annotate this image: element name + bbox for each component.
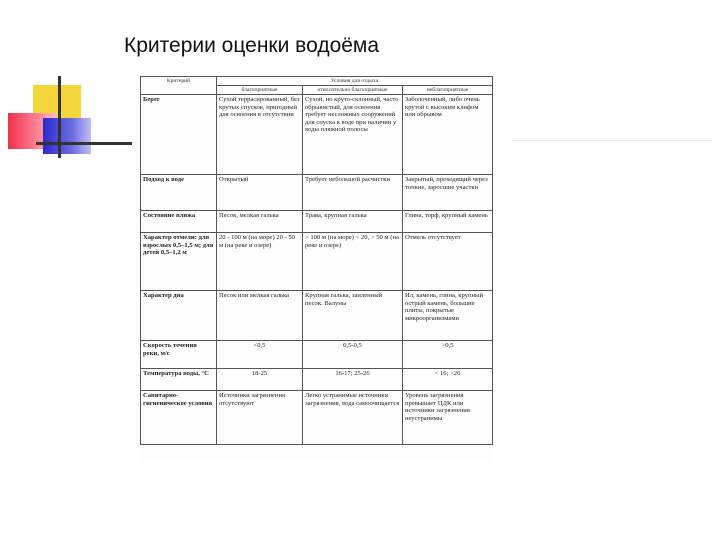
cell-favorable: Песок, мелкая галька (217, 211, 303, 233)
decor-horizontal-line (36, 142, 132, 145)
cell-criterion: Характер отмели: для взрослых 0,5–1,5 м; для детей 0,5–1,2 м (141, 233, 217, 291)
header-group: Условия для отдыха (217, 77, 493, 86)
cell-unfavorable: Закрытый, проходящий через топкие, заросшие участки (403, 175, 493, 211)
cell-favorable: Сухой террасированный, без крутых спусков, пригодный для освоения в отсутствии (217, 95, 303, 175)
criteria-table (140, 76, 493, 445)
header-criterion: Критерий (141, 77, 217, 95)
cell-unfavorable: Заболоченный, либо очень крутой с высоким клифом или обрывом (403, 95, 493, 175)
cell-favorable: 20 - 100 м (на море) 20 - 50 м (на реке и озере) (217, 233, 303, 291)
cell-favorable: Источники загрязнения отсутствуют (217, 391, 303, 445)
cell-unfavorable: >0,5 (403, 341, 493, 369)
table-row (141, 95, 493, 175)
cell-unfavorable: < 16; >26 (403, 369, 493, 391)
header-partly: относительно благоприятные (303, 86, 403, 95)
cell-favorable: Открытый (217, 175, 303, 211)
cell-criterion: Берег (141, 95, 217, 175)
cell-partly: Сухой, но круто-склонный, часто обрывистый, для освоения требует несложных сооружений для спуска к воде при наличии у воды пляжной полосы (303, 95, 403, 175)
cell-criterion: Состояние пляжа (141, 211, 217, 233)
cell-partly: Требует небольшой расчистки (303, 175, 403, 211)
cell-unfavorable: Отмель отсутствует (403, 233, 493, 291)
table-row (141, 369, 493, 391)
table-row (141, 175, 493, 211)
decor-faint-line (512, 140, 712, 141)
cell-criterion: Санитарно-гигиеническое условия (141, 391, 217, 445)
decor-blue-square (43, 118, 91, 154)
cell-partly: > 100 м (на море) < 20, > 50 м (на реке и озере) (303, 233, 403, 291)
cell-partly: Крупная галька, заиленный песок. Валуны (303, 291, 403, 341)
cell-unfavorable: Уровень загрязнения превышает ПДК или источники загрязнения неустранимы (403, 391, 493, 445)
cell-favorable: <0,5 (217, 341, 303, 369)
criteria-table-image (140, 76, 492, 462)
cell-criterion: Температура воды, °С (141, 369, 217, 391)
decor-vertical-line (58, 76, 61, 158)
cell-criterion: Скорость течения реки, м/с (141, 341, 217, 369)
cell-partly: 0,5-0,5 (303, 341, 403, 369)
slide-title: Критерии оценки водоёма (124, 34, 380, 57)
cell-favorable: Песок или мелкая галька (217, 291, 303, 341)
cell-favorable: 18-25 (217, 369, 303, 391)
cell-partly: Легко устранимые источники загрязнения, вода самоочищается (303, 391, 403, 445)
cell-unfavorable: Ил, камень, глина, крупный острый камень, большие плиты, покрытые микроорганизмами (403, 291, 493, 341)
header-unfavorable: неблагоприятные (403, 86, 493, 95)
cell-criterion: Подход к воде (141, 175, 217, 211)
cell-partly: Трава, крупная галька (303, 211, 403, 233)
cell-criterion: Характер дна (141, 291, 217, 341)
table-row (141, 391, 493, 445)
table-row (141, 291, 493, 341)
header-favorable: благоприятные (217, 86, 303, 95)
cell-unfavorable: Глина, торф, крупный камень (403, 211, 493, 233)
cell-partly: 16-17; 25-26 (303, 369, 403, 391)
table-row (141, 233, 493, 291)
table-row (141, 341, 493, 369)
table-row (141, 211, 493, 233)
